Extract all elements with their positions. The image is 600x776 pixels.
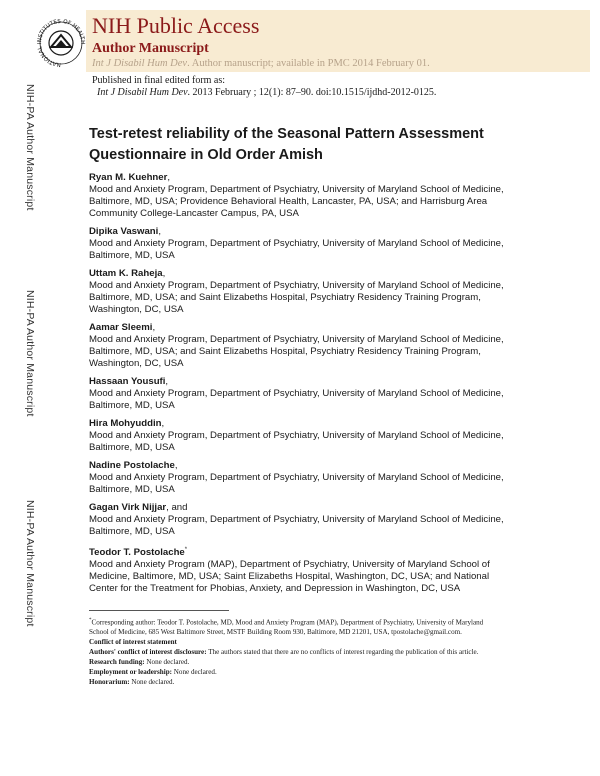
author-name: Teodor T. Postolache — [89, 547, 185, 559]
author-entry — [89, 226, 504, 262]
author-affiliation: Mood and Anxiety Program, Department of Psychiatry, University of Maryland School of Medicine, Baltimore, MD, USA; Providence Behavioral Health, Lancaster, PA, USA; and Harrisburg Area Community College-Lancaster Campus, PA, USA — [89, 184, 504, 219]
author-name: Aamar Sleemi — [89, 322, 153, 333]
author-affiliation: Mood and Anxiety Program, Department of Psychiatry, University of Maryland School of Medicine, Baltimore, MD, USA; and Saint Elizabeths Hospital, Psychiatry Residency Training Program, Washington, DC, USA — [89, 334, 504, 369]
author-entry — [89, 268, 504, 316]
research-funding — [89, 657, 504, 667]
corresponding-marker: * — [184, 547, 188, 553]
author-suffix: , — [152, 322, 156, 333]
funding-label: Research funding: — [89, 658, 145, 667]
coi-heading — [89, 637, 504, 647]
author-entry — [89, 418, 504, 454]
author-affiliation: Mood and Anxiety Program, Department of Psychiatry, University of Maryland School of Medicine, Baltimore, MD, USA; and Saint Elizabeths Hospital, Psychiatry Residency Training Program, Washington, DC, USA — [89, 280, 504, 315]
banner-title: NIH Public Access — [92, 13, 260, 38]
author-name: Hassaan Yousufi — [89, 376, 166, 387]
side-label: NIH-PA Author Manuscript — [24, 500, 36, 627]
author-suffix: , — [165, 376, 169, 387]
footnotes — [89, 616, 504, 687]
author-affiliation: Mood and Anxiety Program, Department of Psychiatry, University of Maryland School of Medicine, Baltimore, MD, USA — [89, 238, 504, 261]
citation-journal: Int J Disabil Hum Dev — [97, 87, 188, 98]
nih-logo — [36, 14, 86, 70]
corresponding-author-text: Corresponding author: Teodor T. Postolache, MD, Mood and Anxiety Program (MAP), Department of Psychiatry, University of Maryland School of Medicine, 685 West Baltimore Street, MSTF Building Room 930, Baltimore, MD 21201, USA, tpostolache@gmail.com. — [89, 618, 484, 637]
employment-text: None declared. — [172, 668, 217, 677]
citation-details: . 2013 February ; 12(1): 87–90. doi:10.1515/ijdhd-2012-0125. — [187, 87, 437, 98]
honorarium-label: Honorarium: — [89, 678, 130, 687]
coi-label: Authors' conflict of interest disclosure: — [89, 648, 207, 657]
employment-label: Employment or leadership: — [89, 668, 173, 677]
author-entry — [89, 502, 504, 538]
author-affiliation: Mood and Anxiety Program, Department of Psychiatry, University of Maryland School of Medicine, Baltimore, MD, USA — [89, 514, 504, 537]
author-name: Ryan M. Kuehner — [89, 172, 168, 183]
author-entry — [89, 460, 504, 496]
author-suffix: , and — [166, 502, 188, 513]
side-label: NIH-PA Author Manuscript — [24, 84, 36, 211]
author-entry — [89, 322, 504, 370]
author-suffix: , — [174, 460, 178, 471]
corresponding-author-note — [89, 616, 504, 637]
author-suffix: , — [167, 172, 171, 183]
article-title: Test-retest reliability of the Seasonal Pattern Assessment Questionnaire in Old Order Amish — [89, 126, 484, 163]
coi-heading-text: Conflict of interest statement — [89, 638, 177, 647]
author-list — [89, 172, 504, 601]
author-entry — [89, 544, 504, 595]
honorarium — [89, 677, 504, 687]
author-name: Dipika Vaswani — [89, 226, 159, 237]
banner-journal-note: . Author manuscript; available in PMC 2014 February 01. — [187, 58, 430, 69]
footnote-rule — [89, 610, 229, 611]
author-entry — [89, 376, 504, 412]
author-suffix: , — [162, 268, 166, 279]
author-suffix: , — [161, 418, 165, 429]
citation-line — [97, 87, 436, 98]
author-affiliation: Mood and Anxiety Program, Department of Psychiatry, University of Maryland School of Medicine, Baltimore, MD, USA — [89, 430, 504, 453]
published-in-line: Published in final edited form as: — [92, 75, 226, 86]
logo-text: NATIONAL INSTITUTES OF HEALTH — [36, 18, 86, 68]
side-label: NIH-PA Author Manuscript — [24, 290, 36, 417]
coi-disclosure — [89, 647, 504, 657]
author-name: Nadine Postolache — [89, 460, 175, 471]
honorarium-text: None declared. — [129, 678, 175, 687]
coi-text: The authors stated that there are no conflicts of interest regarding the publication of this article. — [206, 648, 479, 657]
author-suffix: , — [158, 226, 161, 237]
employment-leadership — [89, 667, 504, 677]
author-entry — [89, 172, 504, 220]
author-name: Hira Mohyuddin — [89, 418, 162, 429]
banner-subtitle: Author Manuscript — [92, 41, 209, 56]
footnote-marker: * — [89, 618, 92, 623]
author-affiliation: Mood and Anxiety Program, Department of Psychiatry, University of Maryland School of Medicine, Baltimore, MD, USA — [89, 388, 504, 411]
banner-journal-line — [92, 58, 430, 69]
author-affiliation: Mood and Anxiety Program, Department of Psychiatry, University of Maryland School of Medicine, Baltimore, MD, USA — [89, 472, 504, 495]
author-name: Uttam K. Raheja — [89, 268, 163, 279]
author-name: Gagan Virk Nijjar — [89, 502, 167, 513]
banner-journal-abbrev: Int J Disabil Hum Dev — [92, 58, 188, 69]
author-affiliation: Mood and Anxiety Program (MAP), Department of Psychiatry, University of Maryland School of Medicine, Baltimore, MD, USA; Saint Elizabeths Hospital, Washington, DC, USA; and National Center for the Treatment for Phobias, Anxiety, and Depression in Washington, DC, USA — [89, 559, 490, 595]
funding-text: None declared. — [144, 658, 190, 667]
